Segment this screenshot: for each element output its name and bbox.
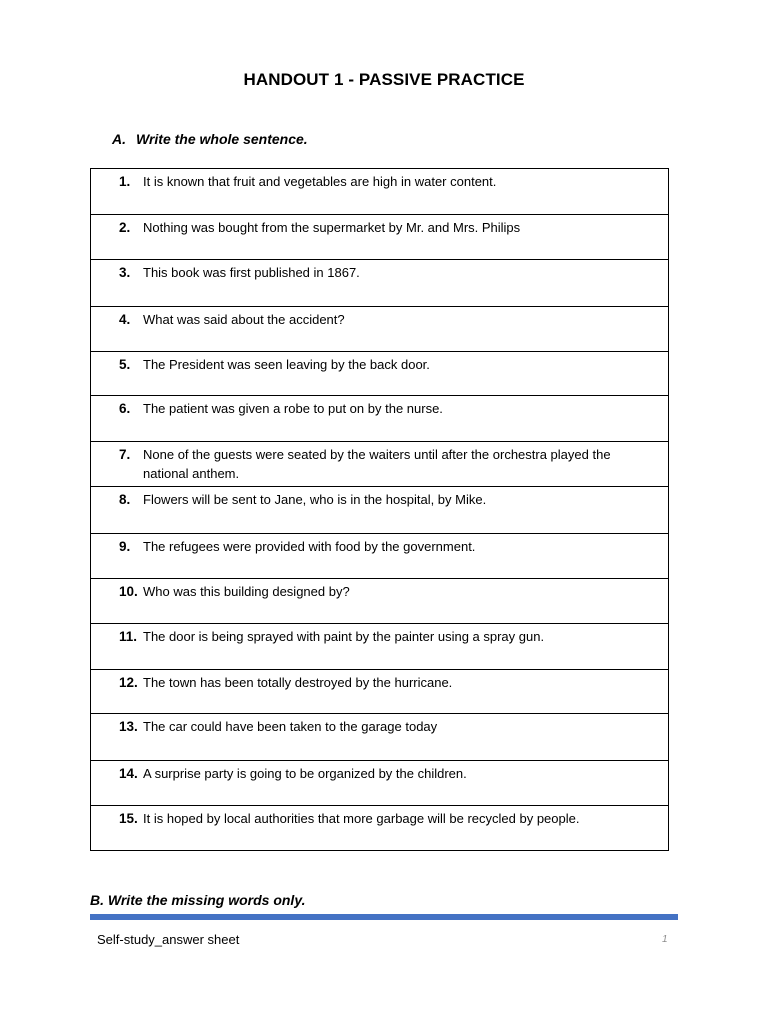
question-cell: [91, 761, 669, 806]
question-row: [91, 260, 669, 307]
question-row: [91, 579, 669, 624]
question-row: [91, 307, 669, 352]
question-text: Flowers will be sent to Jane, who is in the hospital, by Mike.: [143, 492, 487, 507]
question-row: [91, 396, 669, 442]
question-text: The President was seen leaving by the back door.: [143, 357, 430, 372]
question-number: 13.: [119, 719, 138, 734]
question-text: The car could have been taken to the garage today: [143, 719, 438, 734]
footer-text: Self-study_answer sheet: [97, 932, 240, 947]
question-number: 4.: [119, 312, 131, 327]
page-number: 1: [662, 934, 668, 945]
question-text: What was said about the accident?: [143, 312, 345, 327]
question-row: [91, 714, 669, 761]
question-number: 15.: [119, 811, 138, 826]
question-cell: [91, 534, 669, 579]
question-cell: [91, 215, 669, 260]
question-number: 14.: [119, 766, 138, 781]
footer-bar: [90, 914, 678, 920]
question-row: [91, 534, 669, 579]
question-cell: [91, 579, 669, 624]
question-number: 11.: [119, 629, 138, 644]
question-text: The patient was given a robe to put on by the nurse.: [143, 401, 443, 416]
question-number: 1.: [119, 174, 131, 189]
question-text: Nothing was bought from the supermarket by Mr. and Mrs. Philips: [143, 220, 521, 235]
question-cell: [91, 487, 669, 534]
question-row: [91, 624, 669, 670]
question-cell: [91, 806, 669, 851]
question-text: It is known that fruit and vegetables are high in water content.: [143, 174, 497, 189]
question-text: Who was this building designed by?: [143, 584, 350, 599]
question-row: [91, 442, 669, 487]
question-text: The refugees were provided with food by the government.: [143, 539, 476, 554]
section-a-letter: A.: [112, 131, 126, 147]
question-text: This book was first published in 1867.: [143, 265, 360, 280]
question-cell: [91, 396, 669, 442]
question-cell: [91, 442, 669, 487]
question-text: None of the guests were seated by the waiters until after the orchestra played the national anthem.: [143, 447, 611, 481]
page-title: HANDOUT 1 - PASSIVE PRACTICE: [243, 70, 525, 89]
question-row: [91, 806, 669, 851]
question-cell: [91, 670, 669, 714]
question-row: [91, 215, 669, 260]
question-row: [91, 670, 669, 714]
question-text: It is hoped by local authorities that more garbage will be recycled by people.: [143, 811, 580, 826]
question-number: 5.: [119, 357, 131, 372]
question-cell: [91, 352, 669, 396]
question-row: [91, 487, 669, 534]
question-text: The town has been totally destroyed by the hurricane.: [143, 675, 453, 690]
question-cell: [91, 307, 669, 352]
question-cell: [91, 260, 669, 307]
questions-table: [90, 168, 669, 851]
question-cell: [91, 714, 669, 761]
question-number: 9.: [119, 539, 131, 554]
question-number: 7.: [119, 447, 131, 462]
question-row: [91, 169, 669, 215]
question-number: 2.: [119, 220, 131, 235]
question-number: 6.: [119, 401, 131, 416]
question-cell: [91, 624, 669, 670]
question-row: [91, 761, 669, 806]
question-number: 10.: [119, 584, 138, 599]
question-number: 3.: [119, 265, 131, 280]
question-number: 8.: [119, 492, 131, 507]
section-a-heading: [112, 131, 308, 147]
question-cell: [91, 169, 669, 215]
question-text: A surprise party is going to be organized by the children.: [143, 766, 467, 781]
section-b-heading: B. Write the missing words only.: [90, 892, 306, 908]
section-a-instruction: Write the whole sentence.: [136, 131, 308, 147]
question-text: The door is being sprayed with paint by the painter using a spray gun.: [143, 629, 545, 644]
question-row: [91, 352, 669, 396]
question-number: 12.: [119, 675, 138, 690]
